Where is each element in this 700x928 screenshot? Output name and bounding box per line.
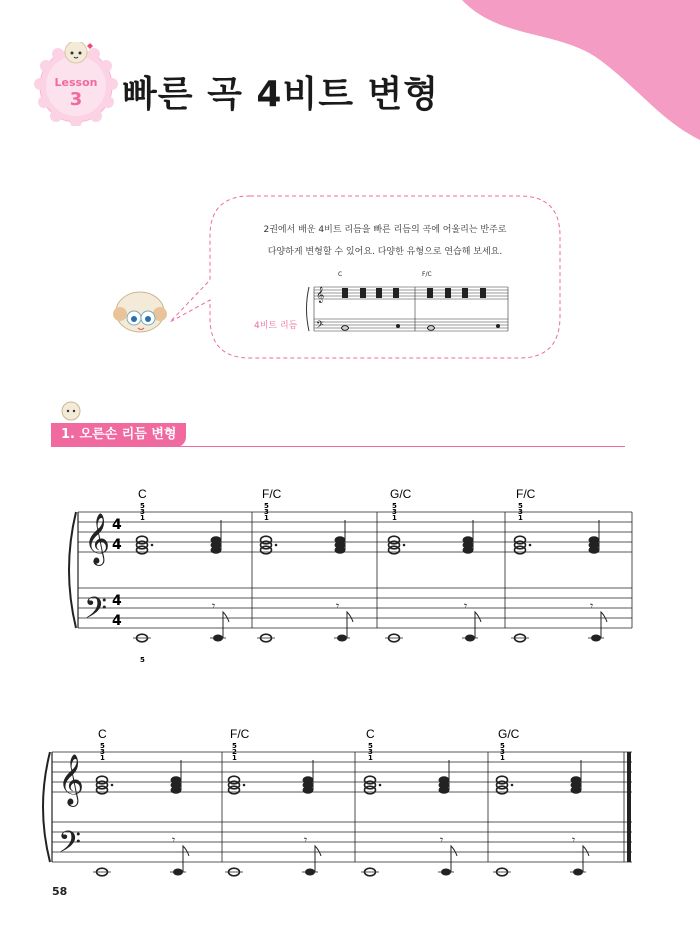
fingering-number: 1 [100,754,105,762]
page-title: 빠른 곡 4비트 변형 [122,74,440,115]
dot [275,544,278,547]
fingering-number: 5 [264,502,269,510]
treble-clef-icon: 𝄞 [58,754,85,805]
time-signature-top: 4 [112,593,122,609]
note-stem [583,846,589,872]
dot [151,544,154,547]
chord-symbol: G/C [390,487,412,501]
chord-note [211,536,222,544]
intro-text-line-1: 2권에서 배운 4비트 리듬을 빠른 리듬의 곡에 어울리는 반주로 [263,225,507,235]
dot [403,544,406,547]
mini-chord-2: F/C [422,271,432,278]
dot [243,784,246,787]
fingering-number: 5 [500,742,505,750]
fingering-number: 1 [232,754,237,762]
dot [379,784,382,787]
fingering-number: 1 [140,514,145,522]
fingering-number: 1 [518,514,523,522]
chord-note [229,776,240,784]
chord-note [97,776,108,784]
fingering-number: 3 [392,508,397,516]
eighth-rest: 𝄾 [440,833,444,847]
bass-clef-icon: 𝄢 [316,319,324,333]
chord-note [303,776,314,784]
chord-note [463,536,474,544]
note-stem [475,612,481,638]
chord-symbol: C [138,487,147,501]
chord-symbol: C [98,727,107,741]
page-number: 58 [52,885,68,898]
note-stem [183,846,189,872]
eighth-rest: 𝄾 [304,833,308,847]
chord-symbol: F/C [230,727,250,741]
dot [529,544,532,547]
chord-note [137,536,148,544]
chord-symbol: F/C [262,487,282,501]
intro-text-line-2: 다양하게 변형할 수 있어요. 다양한 유형으로 연습해 보세요. [267,247,503,257]
chord-note [589,536,600,544]
chord-note [571,776,582,784]
note-stem [223,612,229,638]
mini-chord-1: C [338,271,343,278]
note-stem [451,846,457,872]
section-divider [51,446,625,447]
eighth-rest: 𝄾 [336,599,340,613]
chord-note [389,536,400,544]
lesson-word: Lesson [54,76,98,89]
fingering-number: 3 [368,748,373,756]
intro-bubble [0,0,700,400]
fingering-number: 5 [100,742,105,750]
fingering-number: 3 [100,748,105,756]
sheep-mascot-icon [60,400,82,422]
fingering-number: 1 [392,514,397,522]
fingering-number: 3 [518,508,523,516]
chord-note [261,536,272,544]
note-stem [601,612,607,638]
treble-clef-icon: 𝄞 [84,513,111,564]
example-label: 4비트 리듬 [254,321,298,331]
bass-clef-icon: 𝄢 [58,826,82,867]
eighth-rest: 𝄾 [172,833,176,847]
fingering-number: 1 [368,754,373,762]
chord-note [335,536,346,544]
fingering-number: 5 [140,656,145,664]
sheep-mascot-icon [113,292,167,332]
section-heading: 1. 오른손 리듬 변형 [51,423,186,447]
fingering-number: 2 [232,748,237,756]
fingering-number: 1 [264,514,269,522]
score-system-1 [0,480,700,670]
time-signature-top: 4 [112,517,122,533]
chord-symbol: F/C [516,487,536,501]
chord-note [515,536,526,544]
chord-note [439,776,450,784]
note-stem [347,612,353,638]
chord-symbol: G/C [498,727,520,741]
lesson-number: 3 [69,89,83,110]
chord-note [171,776,182,784]
dot [111,784,114,787]
fingering-number: 5 [368,742,373,750]
time-signature-bottom: 4 [112,613,122,629]
note-stem [315,846,321,872]
chord-note [365,776,376,784]
fingering-number: 5 [232,742,237,750]
eighth-rest: 𝄾 [590,599,594,613]
bass-clef-icon: 𝄢 [84,592,108,633]
fingering-number: 5 [140,502,145,510]
chord-note [497,776,508,784]
fingering-number: 3 [500,748,505,756]
time-signature-bottom: 4 [112,537,122,553]
eighth-rest: 𝄾 [572,833,576,847]
treble-clef-icon: 𝄞 [316,287,325,303]
eighth-rest: 𝄾 [464,599,468,613]
fingering-number: 3 [140,508,145,516]
eighth-rest: 𝄾 [212,599,216,613]
fingering-number: 5 [518,502,523,510]
dot [511,784,514,787]
score-system-2 [0,700,700,890]
fingering-number: 1 [500,754,505,762]
fingering-number: 3 [264,508,269,516]
chord-symbol: C [366,727,375,741]
fingering-number: 5 [392,502,397,510]
